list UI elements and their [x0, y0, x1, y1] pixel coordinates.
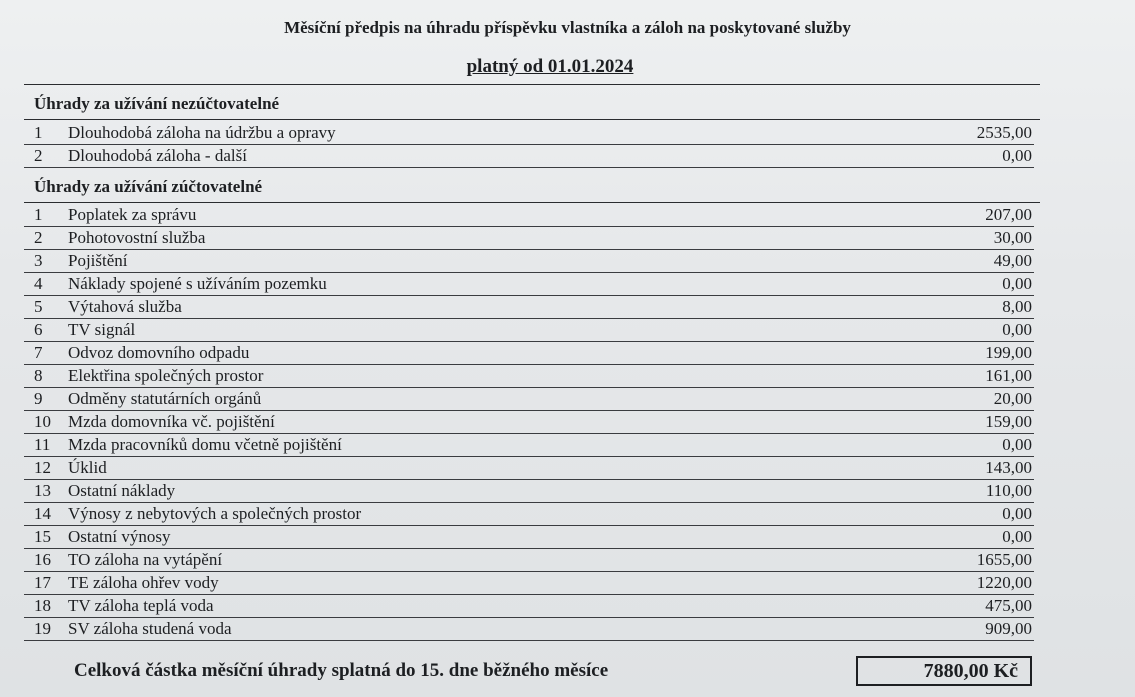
row-value: 161,00 [985, 366, 1032, 385]
row-value: 207,00 [985, 205, 1032, 224]
row-number: 11 [34, 435, 51, 454]
row-value: 8,00 [1002, 297, 1032, 316]
row-number: 16 [34, 550, 51, 569]
table-row [24, 572, 1034, 595]
row-label: TE záloha ohřev vody [68, 573, 219, 592]
row-number: 9 [34, 389, 43, 408]
row-value: 110,00 [985, 481, 1032, 500]
table-row [24, 618, 1034, 641]
table-row [24, 388, 1034, 411]
table-row [24, 273, 1034, 296]
row-number: 6 [34, 320, 43, 339]
row-value: 20,00 [993, 389, 1032, 408]
document-title: Měsíční předpis na úhradu příspěvku vlastníka a záloh na poskytované služby [284, 18, 851, 37]
row-number: 5 [34, 297, 43, 316]
row-label: Ostatní výnosy [68, 527, 171, 546]
table-row [24, 342, 1034, 365]
row-label: Mzda pracovníků domu včetně pojištění [68, 435, 342, 454]
row-label: SV záloha studená voda [68, 619, 232, 638]
row-value: 0,00 [1002, 274, 1032, 293]
table-row [24, 319, 1034, 342]
row-number: 7 [34, 343, 43, 362]
row-label: Mzda domovníka vč. pojištění [68, 412, 275, 431]
section-title-non-billable: Úhrady za užívání nezúčtovatelné [34, 94, 280, 113]
table-row [24, 503, 1034, 526]
table-row [24, 434, 1034, 457]
divider [24, 202, 1040, 203]
row-label: Odvoz domovního odpadu [68, 343, 250, 362]
row-number: 1 [34, 205, 43, 224]
row-label: Ostatní náklady [68, 481, 176, 500]
table-row [24, 411, 1034, 434]
row-value: 0,00 [1002, 504, 1032, 523]
row-number: 12 [34, 458, 51, 477]
total-label: Celková částka měsíční úhrady splatná do 15. dne běžného měsíce [74, 660, 609, 681]
row-value: 2535,00 [976, 123, 1032, 142]
divider [24, 84, 1040, 85]
table-row [24, 122, 1034, 145]
row-value: 49,00 [993, 251, 1032, 270]
row-label: Elektřina společných prostor [68, 366, 264, 385]
row-value: 159,00 [985, 412, 1032, 431]
row-label: Odměny statutárních orgánů [68, 389, 262, 408]
row-number: 17 [34, 573, 51, 592]
row-label: Pohotovostní služba [68, 228, 206, 247]
row-value: 30,00 [993, 228, 1032, 247]
table-row [24, 595, 1034, 618]
table-row [24, 145, 1034, 168]
row-number: 2 [34, 228, 43, 247]
row-label: TV záloha teplá voda [68, 596, 214, 615]
row-label: Dlouhodobá záloha - další [68, 146, 247, 165]
row-number: 2 [34, 146, 43, 165]
valid-from-date: platný od 01.01.2024 [466, 56, 634, 77]
section-title-billable: Úhrady za užívání zúčtovatelné [34, 177, 263, 196]
row-number: 18 [34, 596, 51, 615]
row-value: 0,00 [1002, 320, 1032, 339]
row-number: 4 [34, 274, 43, 293]
table-row [24, 204, 1034, 227]
table-row [24, 227, 1034, 250]
row-value: 0,00 [1002, 527, 1032, 546]
row-number: 15 [34, 527, 51, 546]
row-value: 1655,00 [976, 550, 1032, 569]
row-value: 199,00 [985, 343, 1032, 362]
divider [24, 119, 1040, 120]
row-label: Náklady spojené s užíváním pozemku [68, 274, 327, 293]
row-value: 0,00 [1002, 146, 1032, 165]
table-row [24, 480, 1034, 503]
row-label: Výnosy z nebytových a společných prostor [68, 504, 362, 523]
row-number: 8 [34, 366, 43, 385]
table-row [24, 365, 1034, 388]
row-number: 10 [34, 412, 51, 431]
row-label: Pojištění [68, 251, 128, 270]
table-row [24, 457, 1034, 480]
row-number: 14 [34, 504, 51, 523]
row-label: TO záloha na vytápění [68, 550, 223, 569]
table-row [24, 250, 1034, 273]
row-number: 13 [34, 481, 51, 500]
total-amount: 7880,00 Kč [856, 656, 1032, 686]
row-label: TV signál [68, 320, 136, 339]
table-row [24, 549, 1034, 572]
row-label: Dlouhodobá záloha na údržbu a opravy [68, 123, 336, 142]
row-label: Výtahová služba [68, 297, 182, 316]
row-label: Úklid [68, 458, 107, 477]
row-number: 1 [34, 123, 43, 142]
table-row [24, 296, 1034, 319]
row-value: 909,00 [985, 619, 1032, 638]
row-value: 0,00 [1002, 435, 1032, 454]
row-number: 3 [34, 251, 43, 270]
row-number: 19 [34, 619, 51, 638]
row-label: Poplatek za správu [68, 205, 197, 224]
row-value: 475,00 [985, 596, 1032, 615]
row-value: 1220,00 [976, 573, 1032, 592]
table-row [24, 526, 1034, 549]
row-value: 143,00 [985, 458, 1032, 477]
